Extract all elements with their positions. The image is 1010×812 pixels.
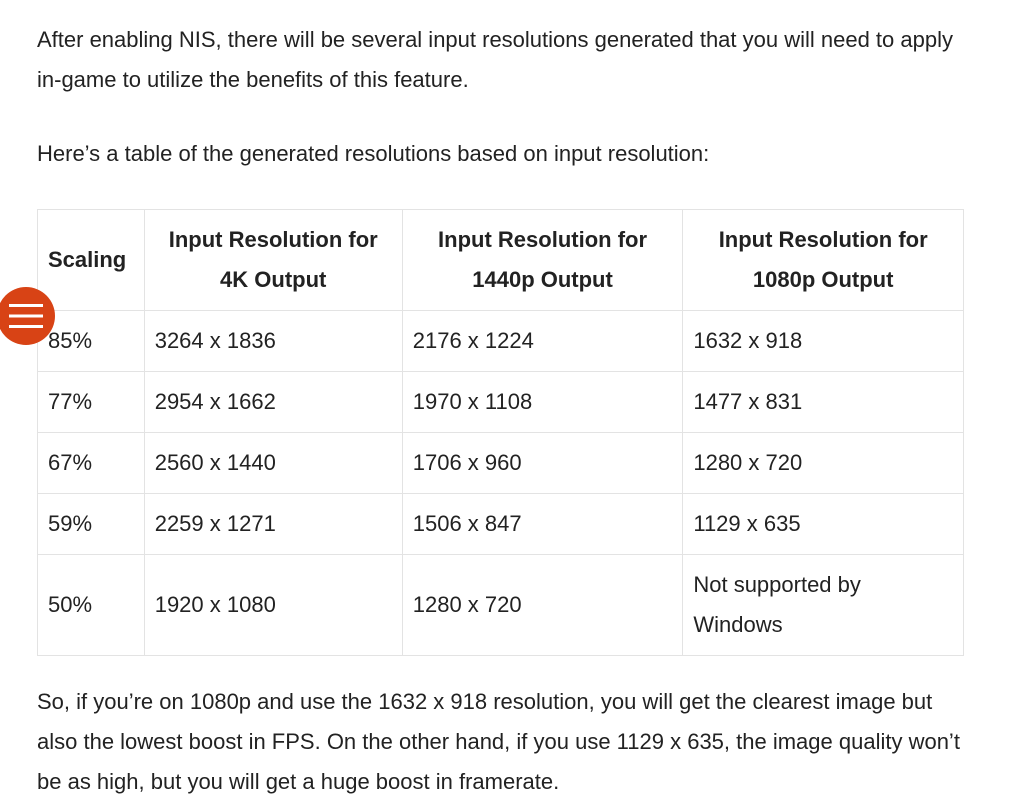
cell-1080p: Not supported by Windows	[683, 555, 964, 656]
header-1080p-output: Input Resolution for 1080p Output	[683, 210, 964, 311]
cell-1440p: 1706 x 960	[402, 433, 683, 494]
outro-paragraph: So, if you’re on 1080p and use the 1632 x 918 resolution, you will get the clearest image but also the lowest boost in FPS. On the other hand, if you use 1129 x 635, the image quality won’t be as high, but you will get a huge boost in framerate.	[37, 689, 960, 794]
cell-1080p: 1477 x 831	[683, 372, 964, 433]
cell-1440p: 2176 x 1224	[402, 311, 683, 372]
cell-scaling: 50%	[38, 555, 145, 656]
cell-scaling: 59%	[38, 494, 145, 555]
table-lead-paragraph: Here’s a table of the generated resolutions based on input resolution:	[37, 141, 710, 166]
cell-4k: 2259 x 1271	[144, 494, 402, 555]
table-header-row	[38, 210, 964, 311]
intro-paragraph: After enabling NIS, there will be several input resolutions generated that you will need to apply in-game to utilize the benefits of this feature.	[37, 27, 953, 92]
table-row	[38, 555, 964, 656]
cell-1440p: 1506 x 847	[402, 494, 683, 555]
cell-scaling: 77%	[38, 372, 145, 433]
cell-scaling: 85%	[38, 311, 145, 372]
header-4k-output: Input Resolution for 4K Output	[144, 210, 402, 311]
cell-1440p: 1280 x 720	[402, 555, 683, 656]
table-row	[38, 433, 964, 494]
cell-1440p: 1970 x 1108	[402, 372, 683, 433]
cell-4k: 2954 x 1662	[144, 372, 402, 433]
cell-1080p: 1129 x 635	[683, 494, 964, 555]
header-1440p-output: Input Resolution for 1440p Output	[402, 210, 683, 311]
header-scaling: Scaling	[38, 210, 145, 311]
table-row	[38, 311, 964, 372]
cell-1080p: 1280 x 720	[683, 433, 964, 494]
cell-4k: 2560 x 1440	[144, 433, 402, 494]
table-row	[38, 494, 964, 555]
cell-scaling: 67%	[38, 433, 145, 494]
cell-4k: 3264 x 1836	[144, 311, 402, 372]
cell-1080p: 1632 x 918	[683, 311, 964, 372]
hamburger-menu-icon	[9, 302, 43, 330]
cell-4k: 1920 x 1080	[144, 555, 402, 656]
table-row	[38, 372, 964, 433]
resolution-table	[37, 209, 964, 656]
